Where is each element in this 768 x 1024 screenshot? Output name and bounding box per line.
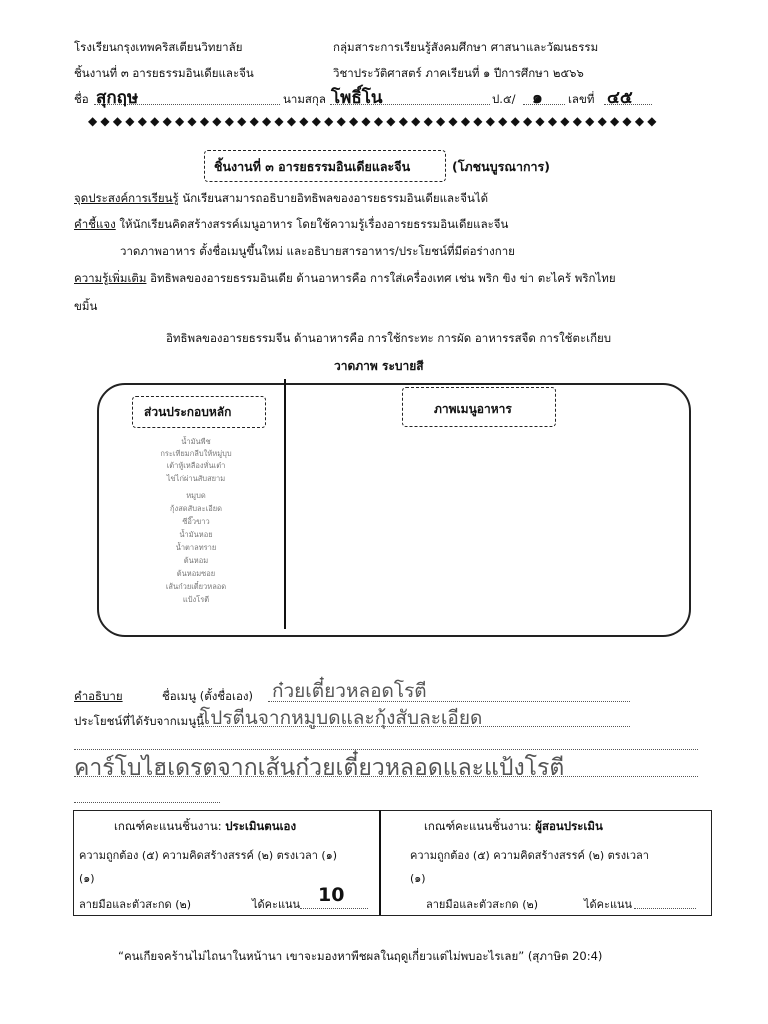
- self-rubric-title: เกณฑ์คะแนนชิ้นงาน: ประเมินตนเอง: [114, 819, 297, 833]
- objective-label: จุดประสงค์การเรียนรู้: [74, 191, 179, 205]
- benefit-value2: คาร์โบไฮเดรตจากเส้นก๋วยเตี๋ยวหลอดและแป้งโรตี: [74, 755, 565, 781]
- teacher-rubric-line1: ความถูกต้อง (๕) ความคิดสร้างสรรค์ (๒) ตรงเวลา: [410, 849, 649, 862]
- teacher-score-label: ได้คะแนน: [584, 898, 633, 911]
- class-line: [523, 104, 565, 105]
- diamond-divider: ◆◆◆◆◆◆◆◆◆◆◆◆◆◆◆◆◆◆◆◆◆◆◆◆◆◆◆◆◆◆◆◆◆◆◆◆◆◆◆◆◆◆◆◆◆◆: [88, 114, 660, 128]
- student-class: ๑: [532, 88, 543, 108]
- instruction-label: คำชี้แจง: [74, 217, 116, 231]
- ingredient-item: กุ้งสดสับละเอียด: [170, 504, 222, 513]
- benefit-value1: โปรตีนจากหมูบดและกุ้งสับละเอียด: [200, 707, 483, 729]
- self-score-line: [300, 908, 368, 909]
- course-info: วิชาประวัติศาสตร์ ภาคเรียนที่ ๑ ปีการศึกษา ๒๕๖๖: [333, 66, 584, 80]
- menu-name-label: ชื่อเมนู (ตั้งชื่อเอง): [162, 689, 253, 703]
- teacher-rubric-line2: (๑): [410, 872, 426, 885]
- student-first-name: สุกฤษ: [96, 88, 139, 108]
- ingredient-item: เส้นก๋วยเตี๋ยวหลอด: [165, 582, 227, 591]
- number-label: เลขที่: [568, 92, 595, 106]
- closing-quote: “คนเกียจคร้านไม่ไถนาในหน้านา เขาจะมองหาพืชผลในฤดูเกี่ยวแต่ไม่พบอะไรเลย” (สุภาษิต 20:4): [118, 949, 603, 963]
- ingredient-item: ต้นหอมซอย: [176, 569, 216, 578]
- self-rubric-line2: (๑): [79, 872, 95, 885]
- menu-name-value: ก๋วยเตี๋ยวหลอดโรตี: [272, 680, 427, 702]
- teacher-rubric-line3: ลายมือและตัวสะกด (๒): [426, 898, 539, 911]
- name-label: ชื่อ: [74, 92, 89, 106]
- ingredient-item: กระเทียมกลีบให้หมู่บุบ: [160, 449, 232, 458]
- instruction-line1: [74, 217, 508, 232]
- instruction-text1: ให้นักเรียนคิดสร้างสรรค์เมนูอาหาร โดยใช้ความรู้เรื่องอารยธรรมอินเดียและจีน: [115, 217, 509, 231]
- benefit-line4: [74, 802, 220, 803]
- benefit-label: ประโยชน์ที่ได้รับจากเมนูนี้: [74, 714, 204, 728]
- task-name: ชิ้นงานที่ ๓ อารยธรรมอินเดียและจีน: [74, 66, 254, 80]
- student-surname: โพธิ์โน: [331, 88, 383, 108]
- ingredient-item: น้ำตาลทราย: [175, 543, 217, 552]
- objective-line: [74, 191, 488, 206]
- student-number: ๔๕: [607, 88, 633, 108]
- self-score-value: 10: [318, 884, 345, 906]
- title-suffix: (โภชนบูรณาการ): [452, 159, 550, 174]
- ingredient-item: ซีอิ๊วขาว: [182, 517, 210, 526]
- teacher-rubric-title: เกณฑ์คะแนนชิ้นงาน: ผู้สอนประเมิน: [424, 819, 603, 833]
- ingredients-title: ส่วนประกอบหลัก: [144, 405, 232, 419]
- extra-text1: อิทธิพลของอารยธรรมอินเดีย ด้านอาหารคือ การใส่เครื่องเทศ เช่น พริก ขิง ข่า ตะไคร้ พริกไทย: [146, 271, 616, 285]
- teacher-score-line: [634, 908, 696, 909]
- ingredient-item: น้ำมันหอย: [179, 530, 213, 539]
- class-label: ป.๕/: [492, 92, 516, 106]
- instruction-text2: วาดภาพอาหาร ตั้งชื่อเมนูขึ้นใหม่ และอธิบายสารอาหาร/ประโยชน์ที่มีต่อร่างกาย: [120, 244, 515, 258]
- panel-divider: [284, 379, 286, 629]
- title-text: ชิ้นงานที่ ๓ อารยธรรมอินเดียและจีน: [214, 159, 411, 174]
- surname-label: นามสกุล: [283, 92, 326, 106]
- objective-text: นักเรียนสามารถอธิบายอิทธิพลของอารยธรรมอินเดียและจีนได้: [178, 191, 489, 205]
- extra-line1: [74, 271, 616, 286]
- ingredient-item: แป้งโรตี: [182, 595, 210, 604]
- ingredient-item: ไข่ไก่ผ่านสับสยาม: [166, 474, 226, 483]
- extra-label: ความรู้เพิ่มเติม: [74, 271, 147, 285]
- draw-label: วาดภาพ ระบายสี: [334, 359, 424, 373]
- extra-text3: อิทธิพลของอารยธรรมจีน ด้านอาหารคือ การใช้กระทะ การผัด อาหารรสจืด การใช้ตะเกียบ: [166, 331, 612, 345]
- ingredient-item: ต้นหอม: [183, 556, 209, 565]
- extra-text2: ขมิ้น: [74, 299, 98, 313]
- explanation-label: คำอธิบาย: [74, 689, 123, 703]
- ingredient-item: น้ำมันพืช: [181, 437, 211, 446]
- ingredient-item: เต้าหู้เหลืองหั่นเต๋า: [166, 461, 226, 470]
- subject-group: กลุ่มสาระการเรียนรู้สังคมศึกษา ศาสนาและวัฒนธรรม: [333, 40, 599, 54]
- rubric-divider: [379, 810, 381, 915]
- self-score-label: ได้คะแนน: [252, 898, 301, 911]
- menu-image-title: ภาพเมนูอาหาร: [434, 402, 512, 416]
- self-rubric-line3: ลายมือและตัวสะกด (๒): [79, 898, 192, 911]
- school-name: โรงเรียนกรุงเทพคริสเตียนวิทยาลัย: [74, 40, 243, 54]
- self-rubric-line1: ความถูกต้อง (๕) ความคิดสร้างสรรค์ (๒) ตรงเวลา (๑): [79, 849, 337, 862]
- ingredient-item: หมูบด: [186, 491, 206, 500]
